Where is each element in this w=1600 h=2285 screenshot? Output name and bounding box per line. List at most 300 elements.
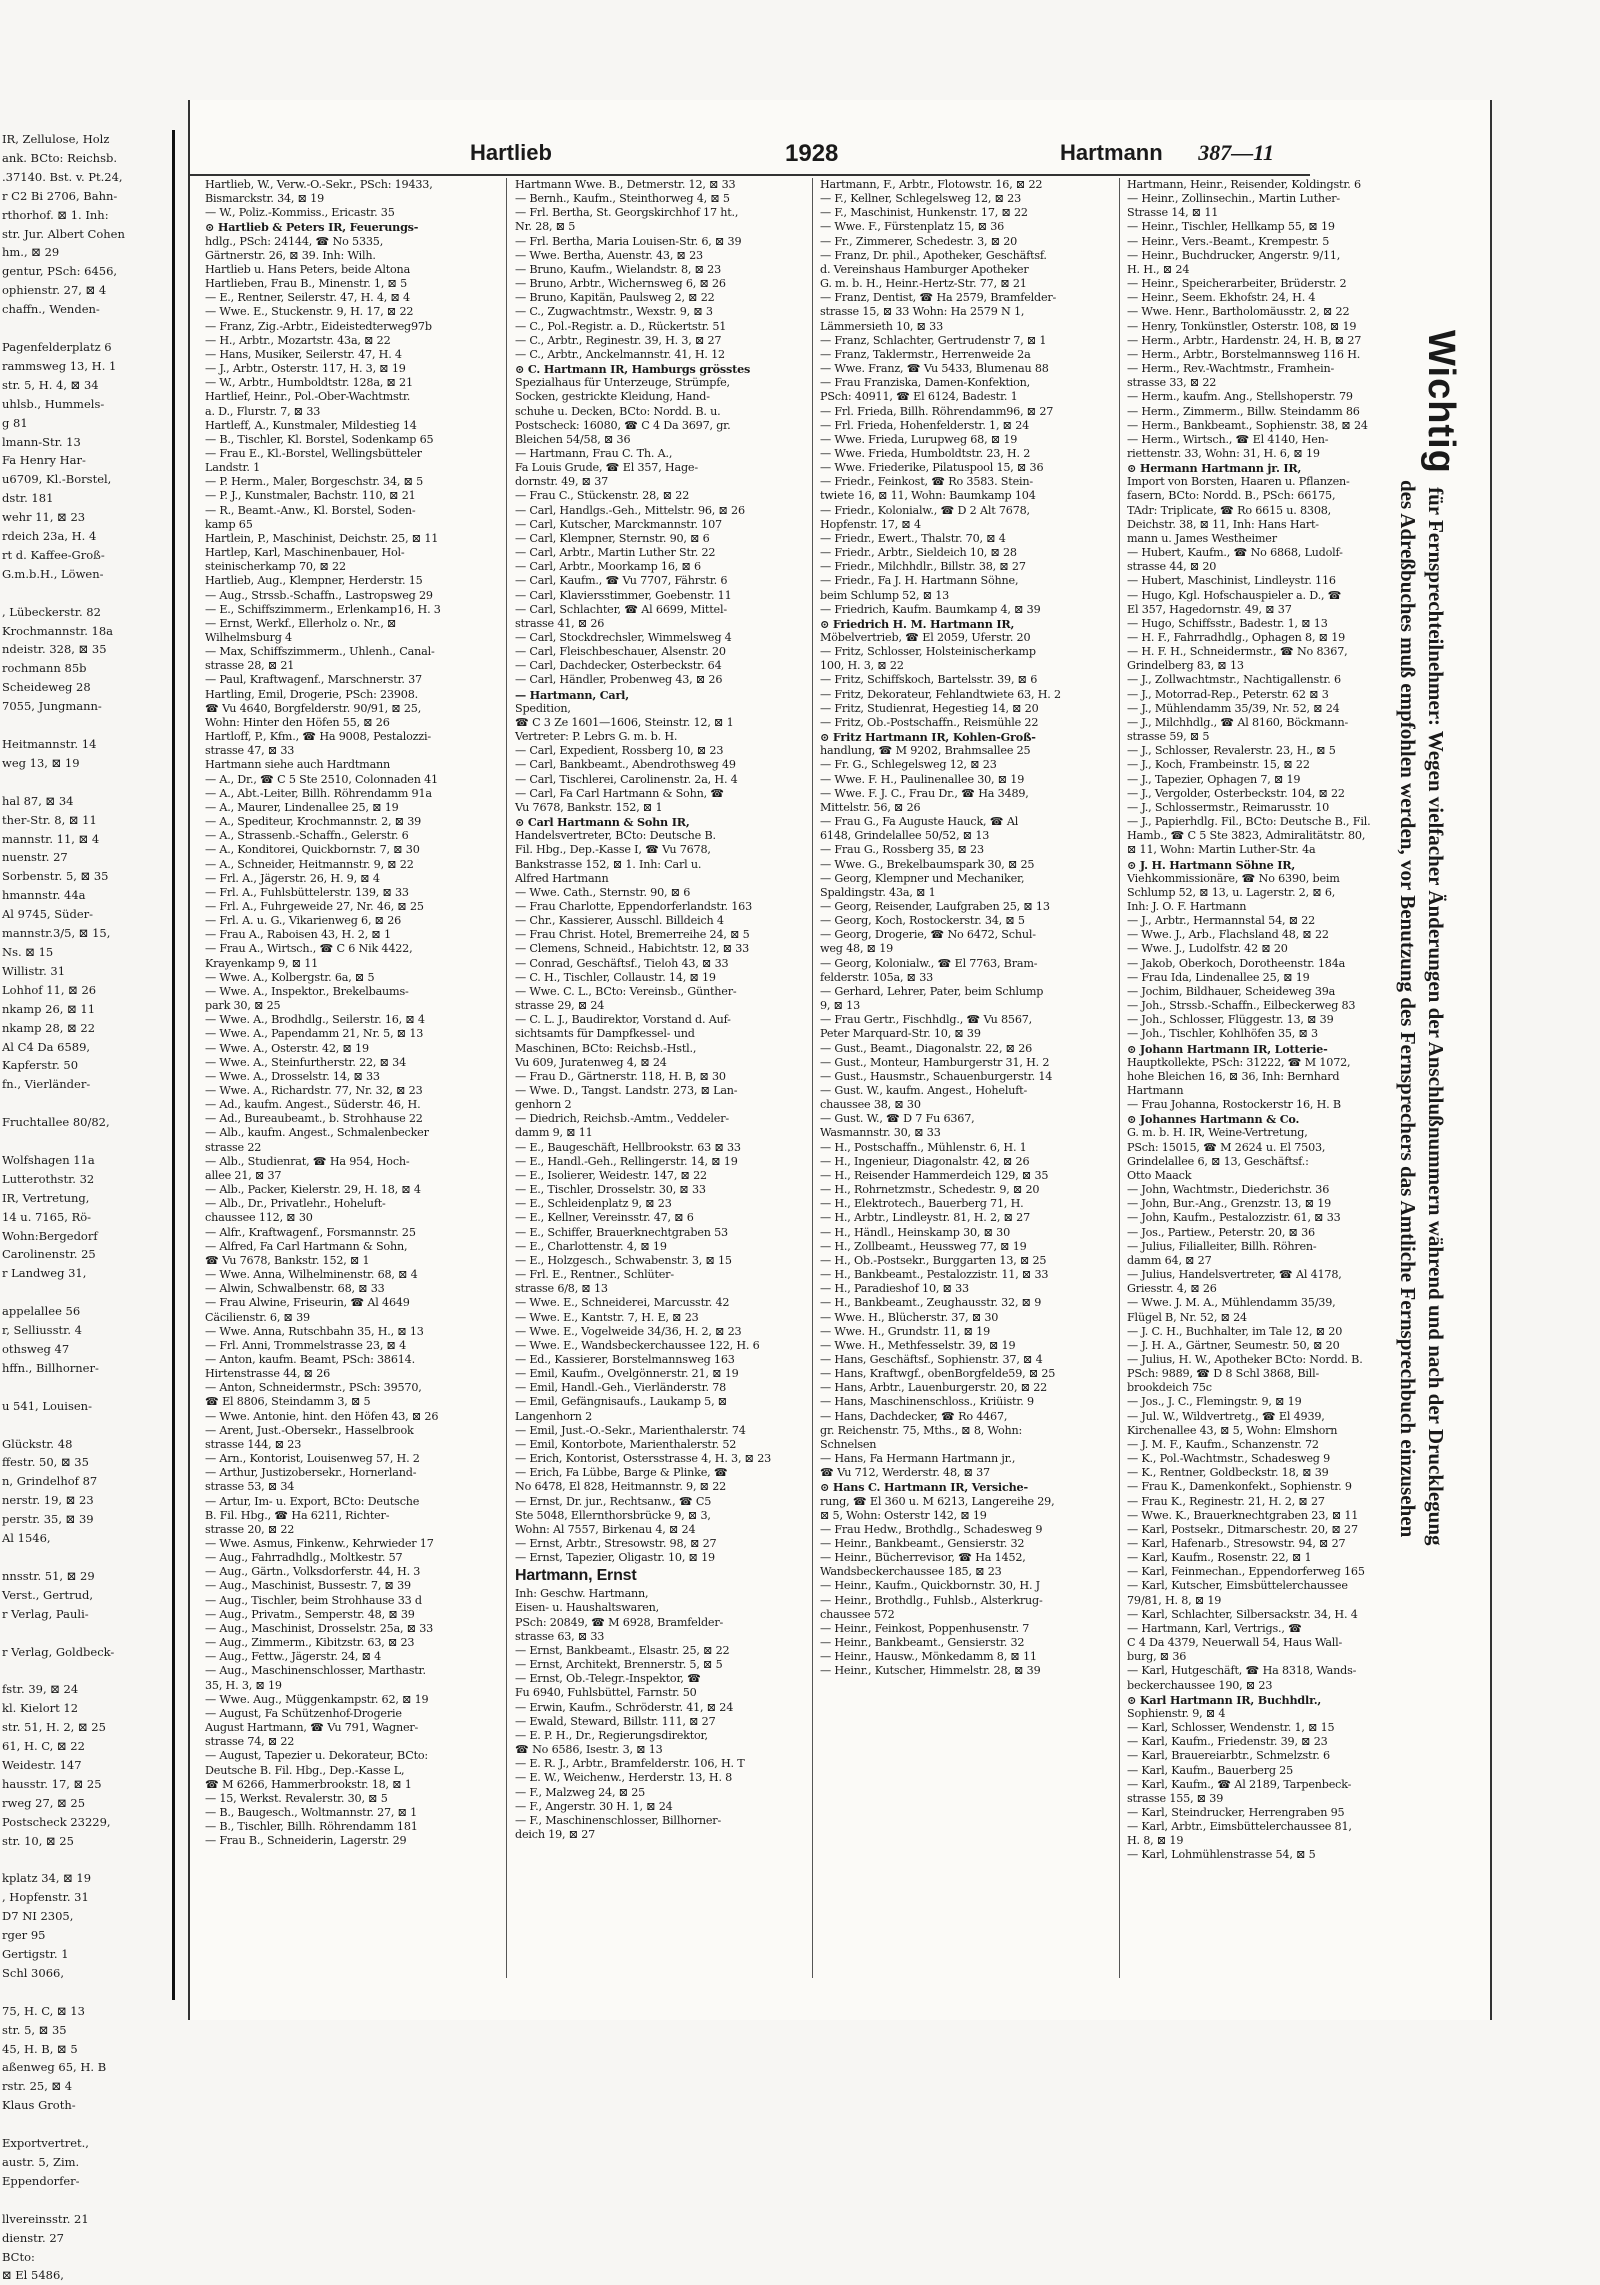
directory-entry: — Wwe. E., Vogelweide 34/36, H. 2, ⊠ 23 bbox=[515, 1324, 742, 1338]
directory-entry: — August, Tapezier u. Dekorateur, BCto: bbox=[205, 1749, 428, 1763]
directory-entry: — Wwe. J. M. A., Mühlendamm 35/39, bbox=[1127, 1296, 1336, 1310]
directory-entry: — Karl, Brauereiarbtr., Schmelzstr. 6 bbox=[1127, 1749, 1330, 1763]
directory-entry: C 4 Da 4379, Neuerwall 54, Haus Wall- bbox=[1127, 1636, 1343, 1650]
sliver-line: rt d. Kaffee-Groß- bbox=[2, 547, 105, 562]
directory-entry: Vertreter: P. Lebrs G. m. b. H. bbox=[515, 730, 678, 744]
directory-entry: — Carl, Tischlerei, Carolinenstr. 2a, H. 4 bbox=[515, 772, 738, 786]
directory-entry: Hartlieben, Frau B., Minenstr. 1, ⊠ 5 bbox=[205, 277, 407, 291]
directory-entry: — A., Strassenb.-Schaffn., Gelerstr. 6 bbox=[205, 829, 409, 843]
directory-entry: strasse 41, ⊠ 26 bbox=[515, 616, 605, 630]
directory-entry: — Wwe. C. L., BCto: Vereinsb., Günther- bbox=[515, 984, 737, 998]
directory-entry: — Heinr., Bücherrevisor, ☎ Ha 1452, bbox=[820, 1551, 1026, 1565]
directory-entry: — C., Arbtr., Reginestr. 39, H. 3, ⊠ 27 bbox=[515, 333, 722, 347]
directory-entry: — Heinr., Vers.-Beamt., Krempestr. 5 bbox=[1127, 234, 1330, 248]
directory-entry: — Ad., kaufm. Angest., Süderstr. 46, H. bbox=[205, 1098, 421, 1112]
directory-entry: Hartmann Wwe. B., Detmerstr. 12, ⊠ 33 bbox=[515, 178, 736, 191]
directory-entry: Deutsche B. Fil. Hbg., Dep.-Kasse L, bbox=[205, 1763, 405, 1777]
sliver-line bbox=[2, 1416, 172, 1435]
sliver-line bbox=[2, 2115, 172, 2134]
directory-entry: — Wwe. A., Steinfurtherstr. 22, ⊠ 34 bbox=[205, 1055, 407, 1069]
directory-entry: — Aug., Gärtn., Volksdorferstr. 44, H. 3 bbox=[205, 1565, 421, 1579]
directory-entry: — C., Zugwachtmstr., Wexstr. 9, ⊠ 3 bbox=[515, 305, 713, 319]
directory-entry: — Henry, Tonkünstler, Osterstr. 108, ⊠ 19 bbox=[1127, 319, 1357, 333]
directory-entry: — E., Schleidenplatz 9, ⊠ 23 bbox=[515, 1197, 672, 1211]
directory-entry: Grindelberg 83, ⊠ 13 bbox=[1127, 659, 1244, 673]
directory-entry: — Wwe. H., Blücherstr. 37, ⊠ 30 bbox=[820, 1310, 999, 1324]
header-rule bbox=[190, 174, 1310, 176]
directory-entry: — E. W., Weichenw., Herderstr. 13, H. 8 bbox=[515, 1771, 733, 1785]
sliver-line: ⊠ El 5486, bbox=[2, 2268, 64, 2283]
directory-entry: — Frau Johanna, Rostockerstr 16, H. B bbox=[1127, 1098, 1341, 1112]
directory-entry: — Wwe. Franz, ☎ Vu 5433, Blumenau 88 bbox=[820, 362, 1049, 376]
directory-entry: — John, Wachtmstr., Diederichstr. 36 bbox=[1127, 1183, 1330, 1197]
sliver-line: ther-Str. 8, ⊠ 11 bbox=[2, 812, 97, 827]
directory-entry: ☎ El 8806, Steindamm 3, ⊠ 5 bbox=[205, 1395, 371, 1409]
sliver-line: nkamp 28, ⊠ 22 bbox=[2, 1020, 96, 1035]
directory-entry: — H., Ob.-Postsekr., Burggarten 13, ⊠ 25 bbox=[820, 1253, 1047, 1267]
sliver-line: Willistr. 31 bbox=[2, 963, 66, 978]
directory-entry: — E., Isolierer, Weidestr. 147, ⊠ 22 bbox=[515, 1168, 707, 1182]
directory-entry: Hartleff, A., Kunstmaler, Mildestieg 14 bbox=[205, 418, 417, 432]
directory-entry: — J., Schlossermstr., Reimarusstr. 10 bbox=[1127, 800, 1330, 814]
directory-entry: 79/81, H. 8, ⊠ 19 bbox=[1127, 1593, 1222, 1607]
directory-entry: d. Vereinshaus Hamburger Apotheker bbox=[820, 262, 1029, 276]
directory-entry: — H., Arbtr., Lindleystr. 81, H. 2, ⊠ 27 bbox=[820, 1211, 1031, 1225]
directory-entry: — Ernst, Werkf., Ellerholz o. Nr., ⊠ bbox=[205, 616, 397, 630]
directory-entry: — Carl, Fleischbeschauer, Alsenstr. 20 bbox=[515, 645, 726, 659]
sliver-line: D7 NI 2305, bbox=[2, 1909, 74, 1924]
directory-entry: — Heinr., Zollinsechin., Martin Luther- bbox=[1127, 192, 1341, 206]
sliver-line: r Verlag, Goldbeck- bbox=[2, 1644, 115, 1659]
directory-entry: ⊙ Johann Hartmann IR, Lotterie- bbox=[1127, 1041, 1328, 1056]
directory-entry: — Karl, Postsekr., Ditmarschestr. 20, ⊠ 27 bbox=[1127, 1522, 1358, 1536]
directory-entry: — Wwe. A., Papendamm 21, Nr. 5, ⊠ 13 bbox=[205, 1027, 424, 1041]
sliver-line: , Lübeckerstr. 82 bbox=[2, 604, 101, 619]
directory-entry: — Georg, Reisender, Laufgraben 25, ⊠ 13 bbox=[820, 899, 1050, 913]
directory-entry: — Frau D., Gärtnerstr. 118, H. B, ⊠ 30 bbox=[515, 1069, 726, 1083]
directory-entry: Hartlep, Karl, Maschinenbauer, Hol- bbox=[205, 546, 405, 560]
directory-entry: — Georg, Drogerie, ☎ No 6472, Schul- bbox=[820, 928, 1036, 942]
directory-entry: — Carl, Dachdecker, Osterbeckstr. 64 bbox=[515, 659, 722, 673]
directory-entry: Peter Marquard-Str. 10, ⊠ 39 bbox=[820, 1027, 981, 1041]
sliver-line: rthorhof. ⊠ 1. Inh: bbox=[2, 207, 109, 222]
directory-entry: — Hugo, Kgl. Hofschauspieler a. D., ☎ bbox=[1127, 588, 1342, 602]
directory-entry: — Aug., Maschinenschlosser, Marthastr. bbox=[205, 1664, 426, 1678]
directory-entry: — John, Bur.-Ang., Grenzstr. 13, ⊠ 19 bbox=[1127, 1197, 1332, 1211]
directory-entry: — Gust., Monteur, Hamburgerstr 31, H. 2 bbox=[820, 1055, 1050, 1069]
sliver-line: u6709, Kl.-Borstel, bbox=[2, 472, 112, 487]
directory-entry: — Hubert, Maschinist, Lindleystr. 116 bbox=[1127, 574, 1336, 588]
directory-entry: — Karl, Hutgeschäft, ☎ Ha 8318, Wands- bbox=[1127, 1664, 1357, 1678]
directory-entry: — John, Kaufm., Pestalozzistr. 61, ⊠ 33 bbox=[1127, 1211, 1341, 1225]
directory-entry: — Fritz, Schlosser, Holsteinischerkamp bbox=[820, 645, 1036, 659]
directory-entry: — Wwe. Friederike, Pilatuspool 15, ⊠ 36 bbox=[820, 461, 1044, 475]
sliver-line: Lohhof 11, ⊠ 26 bbox=[2, 982, 97, 997]
directory-entry: Griesstr. 4, ⊠ 26 bbox=[1127, 1282, 1217, 1296]
directory-entry: — Carl, Arbtr., Moorkamp 16, ⊠ 6 bbox=[515, 560, 701, 574]
directory-entry: — Gust. W., ☎ D 7 Fu 6367, bbox=[820, 1112, 975, 1126]
directory-entry: chaussee 38, ⊠ 30 bbox=[820, 1098, 921, 1112]
directory-entry: — Wwe. Henr., Bartholomäusstr. 2, ⊠ 22 bbox=[1127, 305, 1350, 319]
directory-entry: — Carl, Schlachter, ☎ Al 6699, Mittel- bbox=[515, 602, 727, 616]
directory-entry: strasse 33, ⊠ 22 bbox=[1127, 376, 1217, 390]
directory-entry: Lämmersieth 10, ⊠ 33 bbox=[820, 319, 943, 333]
directory-entry: — Frau B., Schneiderin, Lagerstr. 29 bbox=[205, 1834, 407, 1848]
sliver-line: hausstr. 17, ⊠ 25 bbox=[2, 1776, 102, 1791]
directory-entry: — Wwe. A., Osterstr. 42, ⊠ 19 bbox=[205, 1041, 369, 1055]
directory-entry: — J., Schlosser, Revalerstr. 23, H., ⊠ 5 bbox=[1127, 744, 1336, 758]
directory-entry: — E., Tischler, Drosselstr. 30, ⊠ 33 bbox=[515, 1183, 706, 1197]
sliver-line: 75, H. C, ⊠ 13 bbox=[2, 2003, 85, 2018]
sliver-line: othsweg 47 bbox=[2, 1342, 70, 1356]
directory-entry: Wandsbeckerchaussee 185, ⊠ 23 bbox=[820, 1565, 1002, 1579]
directory-entry: — Friedr., Fa J. H. Hartmann Söhne, bbox=[820, 574, 1019, 588]
directory-entry: — Frau Gertr., Fischhdlg., ☎ Vu 8567, bbox=[820, 1013, 1033, 1027]
directory-entry: Kirchenallee 43, ⊠ 5, Wohn: Elmshorn bbox=[1127, 1423, 1338, 1437]
sliver-line: 45, H. B, ⊠ 5 bbox=[2, 2041, 78, 2056]
directory-entry: Hopfenstr. 17, ⊠ 4 bbox=[820, 517, 921, 531]
sliver-line: r, Selliusstr. 4 bbox=[2, 1323, 82, 1338]
sliver-line: rdeich 23a, H. 4 bbox=[2, 529, 97, 544]
directory-entry: — H., Bankbeamt., Zeughausstr. 32, ⊠ 9 bbox=[820, 1296, 1042, 1310]
directory-entry: — Georg, Kolonialw., ☎ El 7763, Bram- bbox=[820, 956, 1038, 970]
directory-entry: — Frl. A., Fuhrgeweide 27, Nr. 46, ⊠ 25 bbox=[205, 899, 424, 913]
directory-entry: — Aug., Maschinist, Bussestr. 7, ⊠ 39 bbox=[205, 1579, 411, 1593]
directory-entry: — Erwin, Kaufm., Schröderstr. 41, ⊠ 24 bbox=[515, 1700, 734, 1714]
directory-entry: — Bruno, Kapitän, Paulsweg 2, ⊠ 22 bbox=[515, 291, 715, 305]
directory-entry: Eisen- u. Haushaltswaren, bbox=[515, 1601, 660, 1615]
directory-entry: — Carl, Kutscher, Marckmannstr. 107 bbox=[515, 517, 722, 531]
sliver-line: kl. Kielort 12 bbox=[2, 1701, 79, 1716]
sliver-line bbox=[2, 584, 172, 603]
directory-entry: — Wwe. F. H., Paulinenallee 30, ⊠ 19 bbox=[820, 772, 1025, 786]
directory-entry: — Karl, Kaufm., ☎ Al 2189, Tarpenbeck- bbox=[1127, 1777, 1352, 1791]
directory-entry: Hartlieb, W., Verw.-O.-Sekr., PSch: 19433, bbox=[205, 178, 433, 191]
directory-entry: — Aug., Fettw., Jägerstr. 24, ⊠ 4 bbox=[205, 1650, 382, 1664]
sliver-line: BCto: bbox=[2, 2249, 35, 2264]
directory-entry: — Frau K., Reginestr. 21, H. 2, ⊠ 27 bbox=[1127, 1494, 1325, 1508]
directory-entry: Nr. 28, ⊠ 5 bbox=[515, 220, 576, 234]
directory-entry: — J., Zollwachtmstr., Nachtigallenstr. 6 bbox=[1127, 673, 1341, 687]
sliver-line bbox=[2, 2191, 172, 2210]
sliver-line: Pagenfelderplatz 6 bbox=[2, 339, 112, 354]
sliver-line: str. 51, H. 2, ⊠ 25 bbox=[2, 1720, 106, 1735]
directory-entry: Vu 7678, Bankstr. 152, ⊠ 1 bbox=[515, 800, 663, 814]
directory-entry: — W., Arbtr., Humboldtstr. 128a, ⊠ 21 bbox=[205, 376, 413, 390]
previous-page-edge bbox=[0, 130, 175, 2283]
directory-entry: — A., Konditorei, Quickbornstr. 7, ⊠ 30 bbox=[205, 843, 420, 857]
directory-entry: strasse 15, ⊠ 33 Wohn: Ha 2579 N 1, bbox=[820, 305, 1025, 319]
directory-entry: — H., Rohrnetzmstr., Schedestr. 9, ⊠ 20 bbox=[820, 1183, 1040, 1197]
sliver-line: fn., Vierländer- bbox=[2, 1077, 91, 1092]
directory-entry: sichtsamts für Dampfkessel- und bbox=[515, 1027, 695, 1041]
sliver-line: mannstr.3/5, ⊠ 15, bbox=[2, 926, 111, 941]
directory-entry: Maschinen, BCto: Reichsb.-Hstl., bbox=[515, 1041, 697, 1055]
directory-entry: — Frl. Anni, Trommelstrasse 23, ⊠ 4 bbox=[205, 1338, 406, 1352]
directory-entry: ⊙ Hans C. Hartmann IR, Versiche- bbox=[820, 1480, 1028, 1495]
sliver-line: str. 5, H. 4, ⊠ 34 bbox=[2, 377, 99, 392]
directory-entry: El 357, Hagedornstr. 49, ⊠ 37 bbox=[1127, 602, 1292, 616]
directory-entry: ⊙ C. Hartmann IR, Hamburgs grösstes bbox=[515, 362, 751, 377]
directory-entry: — Joh., Strssb.-Schaffn., Eilbeckerweg 83 bbox=[1127, 999, 1356, 1013]
sliver-line bbox=[2, 1283, 172, 1302]
directory-entry: — B., Baugesch., Woltmannstr. 27, ⊠ 1 bbox=[205, 1805, 418, 1819]
directory-entry: Fa Louis Grude, ☎ El 357, Hage- bbox=[515, 461, 698, 475]
sliver-line: uhlsb., Hummels- bbox=[2, 396, 105, 411]
directory-entry: — F., Angerstr. 30 H. 1, ⊠ 24 bbox=[515, 1799, 673, 1813]
directory-entry: — Franz, Schlachter, Gertrudenstr 7, ⊠ 1 bbox=[820, 333, 1047, 347]
sliver-line: hm., ⊠ 29 bbox=[2, 245, 60, 260]
directory-entry: Hauptkollekte, PSch: 31222, ☎ M 1072, bbox=[1127, 1055, 1351, 1069]
sliver-line bbox=[2, 1132, 172, 1151]
sliver-line: Eppendorfer- bbox=[2, 2173, 80, 2188]
directory-entry: — Frau Franziska, Damen-Konfektion, bbox=[820, 376, 1031, 390]
directory-entry: — W., Poliz.-Kommiss., Ericastr. 35 bbox=[205, 206, 395, 220]
sliver-line: Scheideweg 28 bbox=[2, 680, 91, 695]
directory-entry: — Arn., Kontorist, Louisenweg 57, H. 2 bbox=[205, 1452, 420, 1466]
directory-entry: — Franz, Dentist, ☎ Ha 2579, Bramfelder- bbox=[820, 291, 1057, 305]
column-divider bbox=[812, 178, 813, 1978]
sliver-line: str. 5, ⊠ 35 bbox=[2, 2022, 67, 2037]
directory-entry: — Ernst, Architekt, Brennerstr. 5, ⊠ 5 bbox=[515, 1658, 723, 1672]
directory-entry: — Wwe. A., Inspektor., Brekelbaums- bbox=[205, 984, 409, 998]
directory-entry: — Jakob, Oberkoch, Dorotheenstr. 184a bbox=[1127, 956, 1346, 970]
sliver-line: nuenstr. 27 bbox=[2, 850, 68, 865]
page-header bbox=[190, 100, 1494, 170]
directory-entry: — Frl. A. u. G., Vikarienweg 6, ⊠ 26 bbox=[205, 914, 402, 928]
sliver-line: hal 87, ⊠ 34 bbox=[2, 793, 74, 808]
directory-entry: — Heinr., Tischler, Hellkamp 55, ⊠ 19 bbox=[1127, 220, 1335, 234]
directory-entry: — Heinr., Bankbeamt., Gensierstr. 32 bbox=[820, 1636, 1025, 1650]
directory-entry: — B., Tischler, Billh. Röhrendamm 181 bbox=[205, 1820, 418, 1834]
directory-entry: schuhe u. Decken, BCto: Nordd. B. u. bbox=[515, 404, 721, 418]
directory-entry: — Frl. E., Rentner., Schlüter- bbox=[515, 1268, 674, 1282]
directory-entry: beim Schlump 52, ⊠ 13 bbox=[820, 588, 950, 602]
directory-entry: — J., Vergolder, Osterbeckstr. 104, ⊠ 22 bbox=[1127, 786, 1345, 800]
sliver-line: r Verlag, Pauli- bbox=[2, 1606, 89, 1621]
directory-entry: — Georg, Koch, Rostockerstr. 34, ⊠ 5 bbox=[820, 914, 1025, 928]
directory-entry: Wasmannstr. 30, ⊠ 33 bbox=[820, 1126, 941, 1140]
directory-entry: — H., Arbtr., Mozartstr. 43a, ⊠ 22 bbox=[205, 333, 391, 347]
directory-entry: allee 21, ⊠ 37 bbox=[205, 1168, 282, 1182]
directory-entry: — R., Beamt.-Anw., Kl. Borstel, Soden- bbox=[205, 503, 416, 517]
sliver-line: , Hopfenstr. 31 bbox=[2, 1890, 89, 1905]
directory-entry: — E., Schiffer, Brauerknechtgraben 53 bbox=[515, 1225, 728, 1239]
directory-entry: — Heinr., Kaufm., Quickbornstr. 30, H. J bbox=[820, 1579, 1040, 1593]
directory-entry: PSch: 15015, ☎ M 2624 u. El 7503, bbox=[1127, 1140, 1326, 1154]
directory-entry: — J., Mühlendamm 35/39, Nr. 52, ⊠ 24 bbox=[1127, 701, 1340, 715]
sliver-line bbox=[2, 1624, 172, 1643]
directory-entry: strasse 74, ⊠ 22 bbox=[205, 1735, 295, 1749]
column-divider bbox=[1119, 178, 1120, 1978]
sliver-line: g 81 bbox=[2, 415, 28, 430]
directory-entry: — Carl, Fa Carl Hartmann & Sohn, ☎ bbox=[515, 786, 725, 800]
directory-entry: Strasse 14, ⊠ 11 bbox=[1127, 206, 1219, 220]
directory-entry: — Wwe. A., Drosselstr. 14, ⊠ 33 bbox=[205, 1069, 380, 1083]
directory-entry: — K., Pol.-Wachtmstr., Schadesweg 9 bbox=[1127, 1452, 1331, 1466]
sliver-line: rochmann 85b bbox=[2, 661, 87, 676]
directory-entry: — Friedrich, Kaufm. Baumkamp 4, ⊠ 39 bbox=[820, 602, 1041, 616]
directory-entry: — H., Elektrotech., Bauerberg 71, H. bbox=[820, 1197, 1024, 1211]
sliver-line: Fruchtallee 80/82, bbox=[2, 1115, 110, 1130]
directory-entry: — Emil, Kaufm., Ovelgönnerstr. 21, ⊠ 19 bbox=[515, 1367, 739, 1381]
sliver-line bbox=[2, 1661, 172, 1680]
sliver-line: llvereinsstr. 21 bbox=[2, 2211, 89, 2226]
directory-entry: — Frl. A., Fuhlsbüttelerstr. 139, ⊠ 33 bbox=[205, 885, 409, 899]
directory-entry: TAdr: Triplicate, ☎ Ro 6615 u. 8308, bbox=[1127, 503, 1332, 517]
directory-entry: — Hans, Fa Hermann Hartmann jr., bbox=[820, 1452, 1016, 1466]
directory-entry: Möbelvertrieb, ☎ El 2059, Uferstr. 20 bbox=[820, 631, 1031, 644]
directory-entry: PSch: 20849, ☎ M 6928, Bramfelder- bbox=[515, 1615, 724, 1629]
directory-entry: — Karl, Arbtr., Eimsbüttelerchaussee 81, bbox=[1127, 1820, 1352, 1834]
directory-entry: ⊠ 5, Wohn: Osterstr 142, ⊠ 19 bbox=[820, 1508, 987, 1522]
directory-entry: — H., Reisender Hammerdeich 129, ⊠ 35 bbox=[820, 1168, 1049, 1182]
directory-entry: — Wwe. H., Grundstr. 11, ⊠ 19 bbox=[820, 1324, 991, 1338]
directory-entry: — Ernst, Tapezier, Oligastr. 10, ⊠ 19 bbox=[515, 1551, 715, 1565]
sliver-line: nerstr. 19, ⊠ 23 bbox=[2, 1493, 94, 1508]
sliver-line bbox=[2, 319, 172, 338]
directory-entry: Otto Maack bbox=[1127, 1168, 1192, 1182]
directory-entry: fasern, BCto: Nordd. B., PSch: 66175, bbox=[1127, 489, 1336, 503]
directory-entry: — Bruno, Kaufm., Wielandstr. 8, ⊠ 23 bbox=[515, 262, 722, 276]
directory-entry: Bismarckstr. 34, ⊠ 19 bbox=[205, 192, 324, 206]
directory-entry: dornstr. 49, ⊠ 37 bbox=[515, 475, 609, 489]
directory-entry: ☎ Vu 712, Werderstr. 48, ⊠ 37 bbox=[820, 1466, 990, 1480]
directory-entry: — Herm., Arbtr., Borstelmannsweg 116 H. bbox=[1127, 347, 1361, 361]
directory-entry: — Hubert, Kaufm., ☎ No 6868, Ludolf- bbox=[1127, 546, 1343, 560]
directory-entry: — Wwe. Frieda, Lurupweg 68, ⊠ 19 bbox=[820, 432, 1018, 446]
sliver-line bbox=[2, 773, 172, 792]
sliver-line: str. 10, ⊠ 25 bbox=[2, 1833, 74, 1848]
directory-entry: ☎ No 6586, Isestr. 3, ⊠ 13 bbox=[515, 1743, 663, 1757]
directory-entry: — Paul, Kraftwagenf., Marschnerstr. 37 bbox=[205, 673, 422, 687]
directory-entry: — Wwe. A., Kolbergstr. 6a, ⊠ 5 bbox=[205, 970, 375, 984]
sliver-line: Wolfshagen 11a bbox=[2, 1152, 95, 1167]
sliver-line: hffn., Billhorner- bbox=[2, 1360, 99, 1375]
directory-entry: — August, Fa Schützenhof-Drogerie bbox=[205, 1706, 402, 1720]
directory-entry: Hartlief, Heinr., Pol.-Ober-Wachtmstr. bbox=[205, 390, 411, 404]
directory-entry: — Wwe. H., Methfesselstr. 39, ⊠ 19 bbox=[820, 1338, 1016, 1352]
directory-entry: — Wwe. D., Tangst. Landstr. 273, ⊠ Lan- bbox=[515, 1084, 738, 1097]
sliver-line: Al C4 Da 6589, bbox=[2, 1039, 91, 1054]
directory-entry: — Wwe. A., Brodhdlg., Seilerstr. 16, ⊠ 4 bbox=[205, 1013, 425, 1027]
directory-entry: — Gust., Hausmstr., Schauenburgerstr. 14 bbox=[820, 1069, 1053, 1083]
directory-entry: — Hans, Arbtr., Lauenburgerstr. 20, ⊠ 22 bbox=[820, 1381, 1048, 1395]
sliver-line: Ns. ⊠ 15 bbox=[2, 944, 54, 959]
directory-entry: ⊠ 11, Wohn: Martin Luther-Str. 4a bbox=[1127, 843, 1316, 857]
side-notice-text bbox=[1394, 330, 1462, 1730]
directory-entry: strasse 29, ⊠ 24 bbox=[515, 999, 605, 1013]
directory-entry: — Wwe. Cath., Sternstr. 90, ⊠ 6 bbox=[515, 885, 691, 899]
sliver-line: u 541, Louisen- bbox=[2, 1398, 92, 1413]
directory-entry: — Jos., Partiew., Peterstr. 20, ⊠ 36 bbox=[1127, 1225, 1315, 1239]
directory-entry: Landstr. 1 bbox=[205, 461, 261, 475]
directory-entry: — Ernst, Bankbeamt., Elsastr. 25, ⊠ 22 bbox=[515, 1643, 730, 1657]
directory-entry: — Karl, Lohmühlenstrasse 54, ⊠ 5 bbox=[1127, 1848, 1316, 1862]
directory-entry: — Carl, Klaviersstimmer, Goebenstr. 11 bbox=[515, 588, 732, 602]
sliver-line: r Landweg 31, bbox=[2, 1266, 87, 1281]
directory-entry: ☎ C 3 Ze 1601—1606, Steinstr. 12, ⊠ 1 bbox=[515, 715, 734, 729]
directory-entry: — J., Tapezier, Ophagen 7, ⊠ 19 bbox=[1127, 772, 1301, 786]
directory-entry: — J. C. H., Buchhalter, im Tale 12, ⊠ 20 bbox=[1127, 1324, 1343, 1338]
sliver-line: dstr. 181 bbox=[2, 491, 54, 506]
directory-entry: ⊙ Karl Hartmann IR, Buchhdlr., bbox=[1127, 1692, 1322, 1707]
directory-entry: Flügel B, Nr. 52, ⊠ 24 bbox=[1127, 1310, 1247, 1324]
directory-entry: — Frau C., Stückenstr. 28, ⊠ 22 bbox=[515, 489, 690, 503]
directory-entry: — Alb., Studienrat, ☎ Ha 954, Hoch- bbox=[205, 1154, 410, 1168]
sliver-line: rger 95 bbox=[2, 1928, 46, 1943]
directory-entry: — Hans, Kraftwgf., obenBorgfelde59, ⊠ 25 bbox=[820, 1367, 1056, 1381]
column-1 bbox=[205, 178, 495, 2008]
sliver-line: fstr. 39, ⊠ 24 bbox=[2, 1682, 79, 1697]
directory-entry: Alfred Hartmann bbox=[515, 871, 609, 885]
directory-entry: — Wwe. Bertha, Auenstr. 43, ⊠ 23 bbox=[515, 248, 703, 262]
directory-entry: 6148, Grindelallee 50/52, ⊠ 13 bbox=[820, 829, 990, 843]
directory-entry: strasse 44, ⊠ 20 bbox=[1127, 560, 1217, 574]
directory-entry: — A., Schneider, Heitmannstr. 9, ⊠ 22 bbox=[205, 857, 414, 871]
directory-entry: ⊙ Hermann Hartmann jr. IR, bbox=[1127, 461, 1302, 476]
directory-entry: Krayenkamp 9, ⊠ 11 bbox=[205, 956, 319, 970]
directory-entry: — Aug., Privatm., Semperstr. 48, ⊠ 39 bbox=[205, 1607, 415, 1621]
directory-entry: — Hans, Maschinenschloss., Kriüistr. 9 bbox=[820, 1395, 1034, 1409]
sliver-line bbox=[2, 1983, 172, 2002]
directory-entry: — Frau G., Rossberg 35, ⊠ 23 bbox=[820, 843, 984, 857]
directory-entry: ⊙ Friedrich H. M. Hartmann IR, bbox=[820, 616, 1015, 631]
sliver-line: Al 1546, bbox=[2, 1531, 51, 1546]
directory-entry: — Carl, Kaufm., ☎ Vu 7707, Fährstr. 6 bbox=[515, 574, 728, 588]
directory-entry: — Anton, kaufm. Beamt, PSch: 38614. bbox=[205, 1352, 415, 1366]
directory-entry: — Frau Alwine, Friseurin, ☎ Al 4649 bbox=[205, 1296, 410, 1310]
sliver-line: r C2 Bi 2706, Bahn- bbox=[2, 188, 118, 203]
directory-entry: — Frau Hedw., Brothdlg., Schadesweg 9 bbox=[820, 1522, 1043, 1536]
directory-entry: B. Fil. Hbg., ☎ Ha 6211, Richter- bbox=[205, 1508, 390, 1522]
sliver-line: G.m.b.H., Löwen- bbox=[2, 566, 104, 581]
directory-entry: mann u. James Westheimer bbox=[1127, 531, 1277, 545]
directory-entry: — J. H. A., Gärtner, Seumestr. 50, ⊠ 20 bbox=[1127, 1338, 1340, 1352]
notice-line-1: für Fernsprechteilnehmer: Wegen vielfacher Änderungen der Anschlußnummern während und nach der Drucklegung bbox=[1424, 487, 1448, 1546]
directory-entry: — F., Maschinenschlosser, Billhorner- bbox=[515, 1813, 722, 1827]
directory-entry: — Frau Christ. Hotel, Bremerreihe 24, ⊠ 5 bbox=[515, 928, 750, 942]
sliver-line: lmann-Str. 13 bbox=[2, 434, 81, 449]
directory-entry: ⊙ J. H. Hartmann Söhne IR, bbox=[1127, 857, 1296, 872]
directory-entry: — Julius, H. W., Apotheker BCto: Nordd. B. bbox=[1127, 1352, 1363, 1366]
directory-entry: — Diedrich, Reichsb.-Amtm., Veddeler- bbox=[515, 1112, 729, 1126]
directory-entry: — H., Händl., Heinskamp 30, ⊠ 30 bbox=[820, 1225, 1010, 1239]
directory-entry: — H., Ingenieur, Diagonalstr. 42, ⊠ 26 bbox=[820, 1154, 1030, 1168]
column-2 bbox=[515, 178, 805, 2008]
sliver-line: Exportvertret., bbox=[2, 2136, 89, 2151]
sliver-line: rammsweg 13, H. 1 bbox=[2, 358, 117, 373]
directory-entry: — F., Malzweg 24, ⊠ 25 bbox=[515, 1785, 646, 1799]
sliver-line: Heitmannstr. 14 bbox=[2, 737, 97, 751]
directory-entry: 9, ⊠ 13 bbox=[820, 999, 860, 1013]
sliver-line bbox=[2, 716, 172, 735]
directory-entry: Viehkommissionäre, ☎ No 6390, beim bbox=[1127, 871, 1340, 885]
directory-entry: Bankstrasse 152, ⊠ 1. Inh: Carl u. bbox=[515, 857, 702, 871]
directory-entry: — J., Motorrad-Rep., Peterstr. 62 ⊠ 3 bbox=[1127, 687, 1329, 701]
directory-entry: — Wwe. J., Arb., Flachsland 48, ⊠ 22 bbox=[1127, 928, 1329, 942]
column-divider bbox=[506, 178, 507, 1978]
directory-entry: — Franz, Dr. phil., Apotheker, Geschäftsf. bbox=[820, 248, 1047, 262]
directory-entry: steinischerkamp 70, ⊠ 22 bbox=[205, 560, 346, 574]
directory-entry: PSch: 9889, ☎ D 8 Schl 3868, Bill- bbox=[1127, 1367, 1320, 1381]
sliver-line bbox=[2, 1548, 172, 1567]
directory-entry: — Fr., Zimmerer, Schedestr. 3, ⊠ 20 bbox=[820, 234, 1018, 248]
sliver-line: Kapferstr. 50 bbox=[2, 1058, 79, 1073]
notice-line-2: des Adreßbuches muß empfohlen werden, vor Benutzung des Fernsprechers das Amtliche Fernsprechbuch einzusehen bbox=[1396, 480, 1420, 1538]
directory-entry: Import von Borsten, Haaren u. Pflanzen- bbox=[1127, 475, 1350, 489]
directory-entry: — Ewald, Steward, Billstr. 111, ⊠ 27 bbox=[515, 1714, 716, 1728]
